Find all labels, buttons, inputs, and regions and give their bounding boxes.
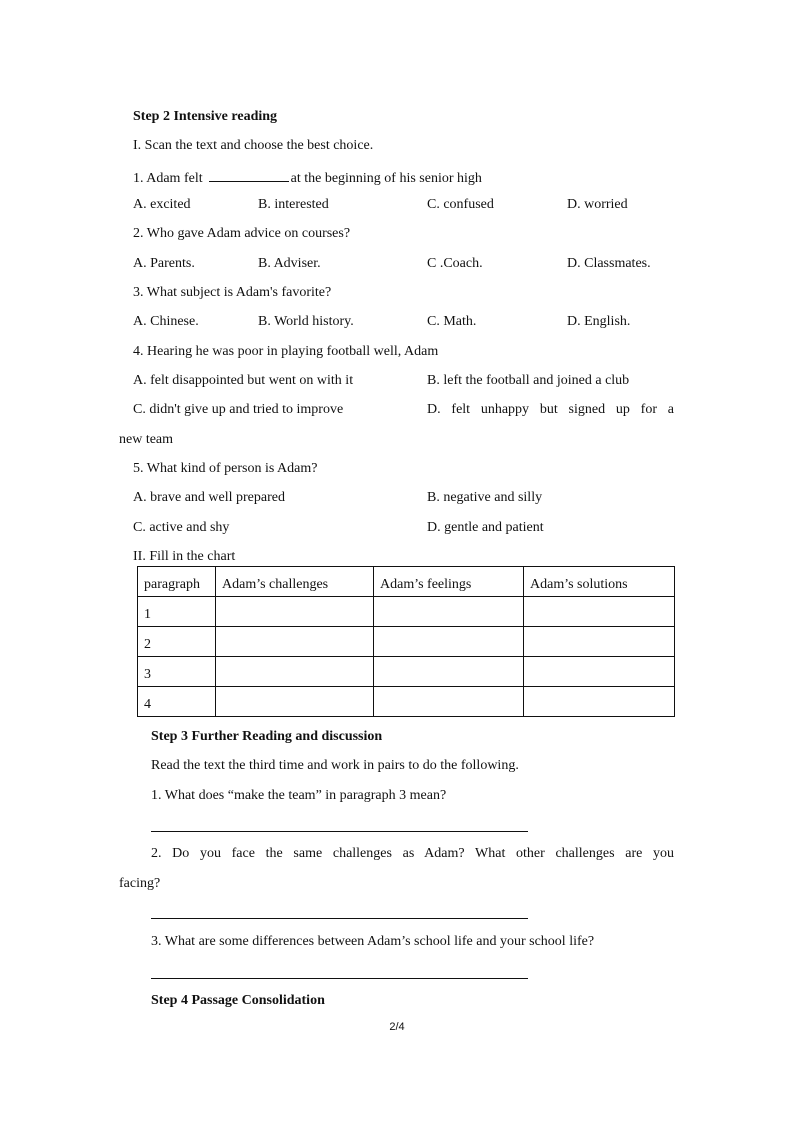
question-1-stem: [133, 167, 482, 188]
table-input-cell[interactable]: [216, 687, 374, 717]
table-input-cell[interactable]: [374, 627, 524, 657]
question-3-stem: 3. What subject is Adam's favorite?: [133, 285, 332, 300]
table-input-cell[interactable]: [374, 657, 524, 687]
q4-option-c[interactable]: C. didn't give up and tried to improve: [133, 402, 344, 417]
answer-line-3[interactable]: [151, 978, 528, 979]
table-header-cell: Adam’s feelings: [374, 567, 524, 597]
q4-option-b[interactable]: B. left the football and joined a club: [427, 373, 630, 388]
step3-instruction: Read the text the third time and work in pairs to do the following.: [151, 758, 519, 773]
step3-question-1: 1. What does “make the team” in paragraph 3 mean?: [151, 788, 447, 803]
q1-option-a[interactable]: A. excited: [133, 197, 191, 212]
answer-line-1[interactable]: [151, 831, 528, 832]
table-row: [138, 627, 675, 657]
question-4-stem: 4. Hearing he was poor in playing football well, Adam: [133, 344, 439, 359]
q4-option-d[interactable]: D. felt unhappy but signed up for a: [427, 402, 674, 417]
part1-instruction: I. Scan the text and choose the best choice.: [133, 138, 374, 153]
page-number: 2/4: [389, 1021, 405, 1033]
table-row: [138, 657, 675, 687]
fill-in-chart-table: [137, 566, 675, 717]
question-1-stem-before: 1. Adam felt: [133, 171, 203, 186]
table-header-cell: Adam’s solutions: [524, 567, 675, 597]
q5-option-a[interactable]: A. brave and well prepared: [133, 490, 285, 505]
table-input-cell[interactable]: [216, 627, 374, 657]
paragraph-number-cell: 2: [138, 627, 216, 657]
answer-line-2[interactable]: [151, 918, 528, 919]
q2-option-d[interactable]: D. Classmates.: [567, 256, 651, 271]
question-2-stem: 2. Who gave Adam advice on courses?: [133, 226, 351, 241]
paragraph-number-cell: 3: [138, 657, 216, 687]
q3-option-c[interactable]: C. Math.: [427, 314, 477, 329]
paragraph-number-cell: 4: [138, 687, 216, 717]
q5-option-c[interactable]: C. active and shy: [133, 520, 230, 535]
step4-heading: Step 4 Passage Consolidation: [151, 993, 325, 1008]
table-header-cell: Adam’s challenges: [216, 567, 374, 597]
q4-option-a[interactable]: A. felt disappointed but went on with it: [133, 373, 354, 388]
q2-option-c[interactable]: C .Coach.: [427, 256, 483, 271]
table-input-cell[interactable]: [216, 597, 374, 627]
step3-question-2-line1: 2. Do you face the same challenges as Adam? What other challenges are you: [151, 846, 674, 861]
q5-option-b[interactable]: B. negative and silly: [427, 490, 543, 505]
table-input-cell[interactable]: [374, 687, 524, 717]
step2-heading: Step 2 Intensive reading: [133, 109, 278, 124]
table-input-cell[interactable]: [524, 597, 675, 627]
q4-option-d-continued: new team: [119, 432, 174, 447]
q2-option-b[interactable]: B. Adviser.: [258, 256, 321, 271]
step3-question-3: 3. What are some differences between Adam’s school life and your school life?: [151, 934, 595, 949]
table-input-cell[interactable]: [524, 657, 675, 687]
table-row: [138, 687, 675, 717]
q3-option-a[interactable]: A. Chinese.: [133, 314, 199, 329]
table-input-cell[interactable]: [524, 687, 675, 717]
q3-option-b[interactable]: B. World history.: [258, 314, 354, 329]
q1-option-d[interactable]: D. worried: [567, 197, 628, 212]
q1-option-c[interactable]: C. confused: [427, 197, 494, 212]
table-header-row: [138, 567, 675, 597]
question-5-stem: 5. What kind of person is Adam?: [133, 461, 318, 476]
question-1-stem-after: at the beginning of his senior high: [290, 171, 482, 186]
q3-option-d[interactable]: D. English.: [567, 314, 631, 329]
table-row: [138, 597, 675, 627]
q2-option-a[interactable]: A. Parents.: [133, 256, 195, 271]
q5-option-d[interactable]: D. gentle and patient: [427, 520, 544, 535]
table-input-cell[interactable]: [216, 657, 374, 687]
table-header-cell: paragraph: [138, 567, 216, 597]
part2-instruction: II. Fill in the chart: [133, 549, 236, 564]
answer-blank[interactable]: [209, 167, 289, 182]
table-input-cell[interactable]: [374, 597, 524, 627]
paragraph-number-cell: 1: [138, 597, 216, 627]
table-input-cell[interactable]: [524, 627, 675, 657]
step3-question-2-line2: facing?: [119, 876, 161, 891]
q1-option-b[interactable]: B. interested: [258, 197, 329, 212]
step3-heading: Step 3 Further Reading and discussion: [151, 729, 383, 744]
